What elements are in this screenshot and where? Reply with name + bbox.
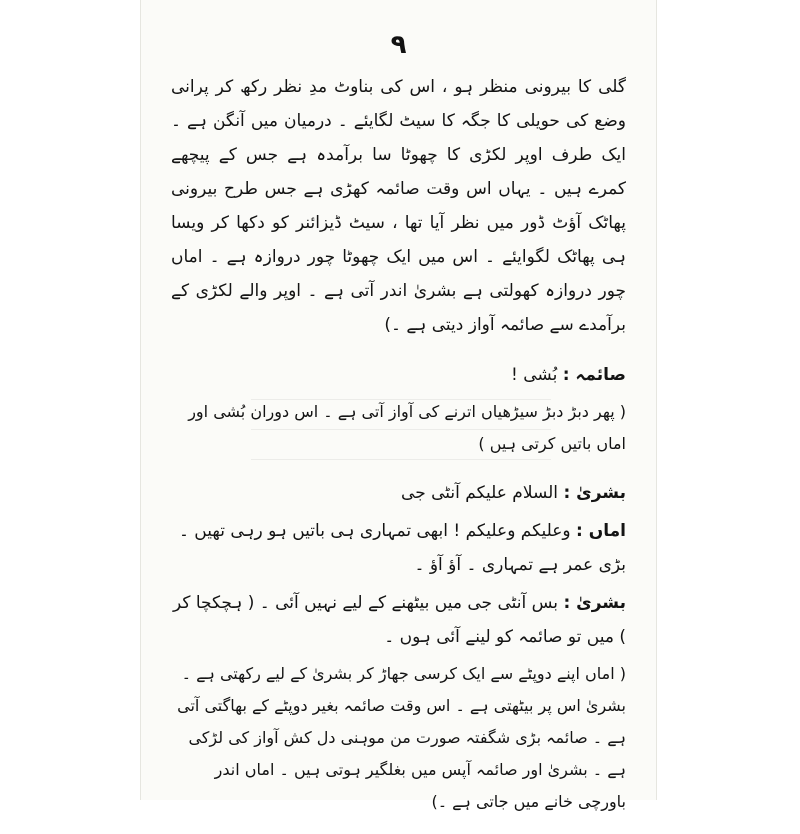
dialogue-text: بُشی ! — [511, 365, 558, 385]
dialogue-line-bushra-2 — [171, 586, 626, 654]
dialogue-text: السلام علیکم آنٹی جی — [401, 483, 559, 503]
dialogue-text: بس آنٹی جی میں بیٹھنے کے لیے نہیں آئی ۔ ( ہچکچا کر ) میں تو صائمہ کو لینے آئی ہوں ۔ — [172, 593, 626, 647]
dialogue-text: وعلیکم وعلیکم ! ابھی تمہاری ہی باتیں ہو رہی تھیں ۔ بڑی عمر ہے تمہاری ۔ آؤ آؤ ۔ — [178, 521, 626, 575]
dialogue-line-bushra — [171, 476, 626, 510]
speaker-name: بشریٰ : — [563, 593, 626, 613]
speaker-name: اماں : — [576, 521, 626, 541]
stage-direction-2: ( اماں اپنے دوپٹے سے ایک کرسی جھاڑ کر بشریٰ کے لیے رکھتی ہے ۔ بشریٰ اس پر بیٹھتی ہے ۔ اس وقت صائمہ بغیر دوپٹے کے بھاگتی آتی ہے ۔ صائمہ بڑی شگفتہ صورت من موہنی دل کش آواز کی لڑکی ہے ۔ بشریٰ اور صائمہ آپس میں بغلگیر ہوتی ہیں ۔ اماں اندر باورچی خانے میں جاتی ہے ۔) — [177, 664, 626, 811]
page-number: ۹ — [390, 30, 407, 60]
opening-paragraph: گلی کا بیرونی منظر ہو ، اس کی بناوٹ مدِ نظر رکھ کر پرانی وضع کی حویلی کا جگہ کا سیٹ لگایئے ۔ درمیان میں آنگن ہے ۔ ایک طرف اوپر لکڑی کا چھوٹا سا برآمدہ ہے جس کے پیچھے کمرے ہیں ۔ یہاں اس وقت صائمہ کھڑی ہے جس طرح بیرونی پھاٹک آؤٹ ڈور میں نظر آیا تھا ، سیٹ ڈیزائنر کو دکھا کر ویسا ہی پھاٹک لگوایئے ۔ اس میں ایک چھوٹا چور دروازہ ہے ۔ اماں چور دروازہ کھولتی ہے بشریٰ اندر آتی ہے ۔ اوپر والے لکڑی کے برآمدے سے صائمہ آواز دیتی ہے ۔) — [171, 77, 626, 335]
speaker-name: بشریٰ : — [563, 483, 626, 503]
book-page — [140, 0, 657, 811]
dialogue-line-saima — [171, 358, 626, 392]
stage-direction: ( پھر دبڑ دبڑ سیڑھیاں اترنے کی آواز آتی ہے ۔ اس دوران بُشی اور اماں باتیں کرتی ہیں ) — [188, 402, 626, 453]
speaker-name: صائمہ : — [562, 365, 626, 385]
page-content — [171, 70, 626, 834]
dialogue-line-amma — [171, 514, 626, 582]
